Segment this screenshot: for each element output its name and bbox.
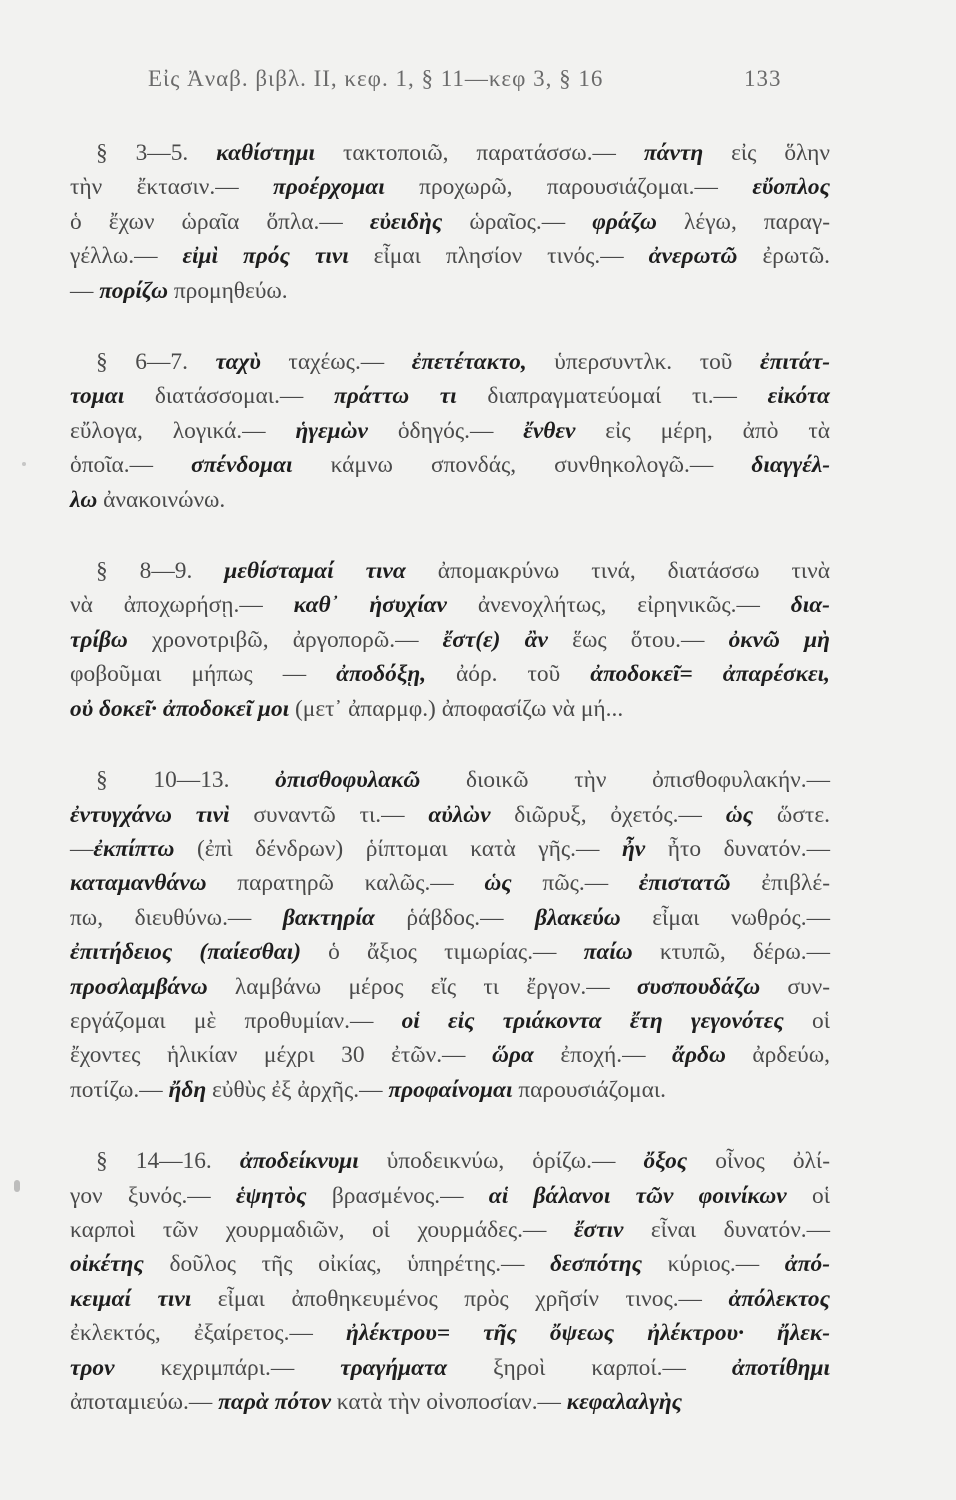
definition-text: ἐρωτῶ. — [737, 243, 830, 270]
definition-text: ἕως ὅτου.— — [547, 626, 729, 653]
lemma-term: λω — [70, 486, 98, 513]
lemma-term: παίω — [583, 939, 633, 966]
lemma-term: μεθίσταμαί τινα — [224, 558, 406, 585]
lemma-term: τρίβω — [70, 626, 128, 653]
lemma-term: ἐπιτάτ- — [759, 349, 830, 376]
definition-text: ἐποχή.— — [533, 1042, 673, 1069]
text-line — [70, 170, 830, 204]
definition-text: οἱ — [786, 1182, 830, 1209]
glossary-section — [70, 345, 830, 517]
definition-text: παρουσιάζομαι. — [512, 1076, 666, 1103]
running-head-title: Εἰς Ἀναβ. βιβλ. ΙΙ, κεφ. 1, § 11—κεφ 3, § 16 — [148, 66, 604, 91]
text-line — [70, 1385, 830, 1419]
text-line — [70, 1213, 830, 1247]
definition-text: καρποὶ τῶν χουρμαδιῶν, οἱ χουρμάδες.— — [70, 1216, 574, 1243]
text-line — [70, 554, 830, 588]
lemma-term: ἔνθεν — [523, 417, 576, 444]
lemma-term: προσλαμβάνω — [70, 973, 208, 1000]
lemma-term: ἑψητὸς — [236, 1182, 307, 1209]
text-line — [70, 657, 830, 691]
definition-text: ῥάβδος.— — [374, 904, 535, 931]
definition-text: — — [70, 277, 100, 304]
definition-text: πῶς.— — [511, 870, 639, 897]
lemma-term: σπένδομαι — [191, 452, 293, 479]
definition-text: — — [70, 835, 94, 862]
definition-text: κεχριμπάρι.— — [114, 1354, 341, 1381]
definition-text: § 8—9. — [96, 558, 225, 585]
lemma-term: ὡς — [725, 801, 754, 828]
lemma-term: καταμανθάνω — [70, 870, 207, 897]
definition-text: ὑποδεικνύω, ὁρίζω.— — [358, 1148, 644, 1175]
definition-text: εἰς ὅλην — [703, 140, 830, 166]
lemma-term: οἱ εἰς τριάκοντα ἔτη γεγονότες — [401, 1007, 784, 1034]
lemma-term: πάντη — [643, 140, 704, 166]
definition-text: γέλλω.— — [70, 243, 183, 270]
definition-text: πω, διευθύνω.— — [70, 904, 283, 931]
definition-text: τὴν ἔκτασιν.— — [70, 174, 273, 201]
text-line — [70, 832, 830, 866]
lemma-term: ἐντυγχάνω τινὶ — [70, 801, 230, 828]
text-line — [70, 1073, 830, 1107]
definition-text: ἀνακοινώνω. — [97, 486, 226, 513]
lemma-term: πράττω τι — [334, 383, 457, 410]
definition-text: § 14—16. — [96, 1148, 240, 1175]
glossary-body — [70, 136, 830, 1456]
lemma-term: παρὰ πότον — [218, 1389, 331, 1415]
lemma-term: ἀποτίθημι — [731, 1354, 830, 1381]
definition-text: προμηθεύω. — [168, 277, 288, 304]
lemma-term: ἄρδω — [672, 1042, 726, 1069]
definition-text: εἶμαι νωθρός.— — [620, 904, 830, 931]
definition-text: εἶναι δυνατόν.— — [623, 1216, 831, 1243]
definition-text: προχωρῶ, παρουσιάζομαι.— — [384, 174, 753, 201]
definition-text: (ἐπὶ δένδρων) ῥίπτομαι κατὰ γῆς.— — [174, 835, 622, 862]
lemma-term: φράζω — [592, 208, 657, 235]
definition-text: βρασμένος.— — [306, 1182, 489, 1209]
definition-text: χρονοτριβῶ, ἀργοπορῶ.— — [127, 626, 443, 653]
lemma-term: ταχὺ — [215, 349, 261, 376]
definition-text: οἶνος ὀλί- — [687, 1148, 830, 1175]
definition-text: φοβοῦμαι μήπως — — [70, 661, 337, 688]
lemma-term: εἰμὶ πρός τινι — [182, 243, 349, 270]
text-line — [70, 1004, 830, 1038]
definition-text: παρατηρῶ καλῶς.— — [206, 870, 485, 897]
definition-text: συναντῶ τι.— — [229, 801, 429, 828]
definition-text: λαμβάνω μέρος εἴς τι ἔργον.— — [207, 973, 637, 1000]
lemma-term: βακτηρία — [282, 904, 375, 931]
lemma-term: τομαι — [70, 383, 125, 410]
text-line — [70, 414, 830, 448]
text-line — [70, 901, 830, 935]
definition-text: εἰς μέρη, ἀπὸ τὰ — [575, 417, 830, 444]
lemma-term: ἀνερωτῶ — [648, 243, 738, 270]
scan-speck — [22, 462, 26, 466]
lemma-term: αὐλὼν — [428, 801, 491, 828]
lemma-term: ἔστ(ε) ἂν — [442, 626, 548, 653]
lemma-term: ἀπόλεκτος — [728, 1285, 830, 1312]
lemma-term: εὐειδὴς — [369, 208, 443, 235]
lemma-term: ὀπισθοφυλακῶ — [275, 767, 421, 794]
definition-text: ἔχοντες ἡλικίαν μέχρι 30 ἐτῶν.— — [70, 1042, 492, 1069]
definition-text: ταχέως.— — [260, 349, 412, 376]
lemma-term: ἐκπίπτω — [93, 835, 175, 862]
lemma-term: εἰκότα — [767, 383, 830, 410]
lemma-term: οὐ δοκεῖ· ἀποδοκεῖ μοι — [70, 695, 290, 722]
definition-text: ὑπερσυντλκ. τοῦ — [526, 349, 760, 376]
glossary-section — [70, 554, 830, 726]
text-line — [70, 345, 830, 379]
text-line — [70, 970, 830, 1004]
text-line — [70, 1282, 830, 1316]
lemma-term: ἡγεμὼν — [295, 417, 368, 444]
definition-text: κύριος.— — [642, 1251, 785, 1278]
definition-text: κατὰ τὴν οἰνοποσίαν.— — [330, 1389, 567, 1415]
definition-text: ἀποταμιεύω.— — [70, 1389, 219, 1415]
text-line — [70, 866, 830, 900]
lemma-term: ἐπιτήδειος (παίεσθαι) — [70, 939, 301, 966]
text-line — [70, 935, 830, 969]
definition-text: ὁδηγός.— — [367, 417, 524, 444]
lemma-term: τρον — [70, 1354, 115, 1381]
definition-text: εἶμαι πλησίον τινός.— — [348, 243, 649, 270]
definition-text: ἀνενοχλήτως, εἰρηνικῶς.— — [446, 592, 791, 619]
definition-text: ξηροὶ καρποί.— — [447, 1354, 732, 1381]
definition-text: ὁ ἔχων ὡραῖα ὅπλα.— — [70, 208, 370, 235]
text-line — [70, 448, 830, 482]
lemma-term: ὡς — [484, 870, 512, 897]
definition-text: γον ξυνός.— — [70, 1182, 237, 1209]
definition-text: διαπραγματεύομαί τι.— — [456, 383, 768, 410]
lemma-term: οἰκέτης — [70, 1251, 144, 1278]
definition-text: συν- — [760, 973, 830, 1000]
text-line — [70, 763, 830, 797]
definition-text: § 3—5. — [96, 140, 217, 166]
definition-text: § 10—13. — [96, 767, 276, 794]
lemma-term: καθίστημι — [216, 140, 316, 166]
lemma-term: ἀποδείκνυμι — [239, 1148, 359, 1175]
lemma-term: ἀπό- — [784, 1251, 830, 1278]
glossary-section — [70, 136, 830, 308]
lemma-term: πορίζω — [99, 277, 168, 304]
definition-text: οἱ — [783, 1007, 830, 1034]
lemma-term: καθ᾿ ἡσυχίαν — [293, 592, 447, 619]
definition-text: λέγω, παραγ- — [656, 208, 830, 235]
definition-text: ἐκλεκτός, ἐξαίρετος.— — [70, 1320, 346, 1347]
lemma-term: ὄξος — [643, 1148, 688, 1175]
definition-text: ὁ ἄξιος τιμωρίας.— — [301, 939, 584, 966]
definition-text: ποτίζω.— — [70, 1076, 169, 1103]
definition-text: τακτοποιῶ, παρατάσσω.— — [315, 140, 644, 166]
definition-text: ἐπιβλέ- — [730, 870, 830, 897]
text-line — [70, 274, 830, 308]
lemma-term: προέρχομαι — [273, 174, 385, 201]
definition-text: εὔλογα, λογικά.— — [70, 417, 296, 444]
lemma-term: ἠλέκτρου= τῆς ὄψεως ἠλέκτρου· ἤλεκ- — [345, 1320, 831, 1347]
text-line — [70, 1351, 830, 1385]
page-number: 133 — [744, 66, 782, 91]
lemma-term: προφαίνομαι — [388, 1076, 513, 1103]
definition-text: ὥστε. — [753, 801, 830, 828]
definition-text: ἀπομακρύνω τινά, διατάσσω τινὰ — [405, 558, 830, 585]
text-line — [70, 1038, 830, 1072]
definition-text: κάμνω σπονδάς, συνθηκολογῶ.— — [292, 452, 752, 479]
definition-text: δοῦλος τῆς οἰκίας, ὑπηρέτης.— — [143, 1251, 551, 1278]
definition-text: εὐθὺς ἐξ ἀρχῆς.— — [206, 1076, 389, 1103]
definition-text: ἀρδεύω, — [725, 1042, 830, 1069]
lemma-term: ἀποδοκεῖ= ἀπαρέσκει, — [590, 661, 830, 688]
text-line — [70, 1144, 830, 1178]
glossary-section — [70, 763, 830, 1107]
definition-text: ἀόρ. τοῦ — [426, 661, 591, 688]
lemma-term: ὥρα — [491, 1042, 534, 1069]
text-line — [70, 379, 830, 413]
definition-text: εἶμαι ἀποθηκευμένος πρὸς χρῆσίν τινος.— — [191, 1285, 729, 1312]
lemma-term: ὀκνῶ μὴ — [728, 626, 830, 653]
lemma-term: αἱ βάλανοι τῶν φοινίκων — [488, 1182, 787, 1209]
definition-text: ἦτο δυνατόν.— — [645, 835, 830, 862]
text-line — [70, 1179, 830, 1213]
definition-text: ὡραῖος.— — [442, 208, 593, 235]
definition-text: διατάσσομαι.— — [124, 383, 334, 410]
lemma-term: τραγήματα — [340, 1354, 448, 1381]
lemma-term: ἦν — [621, 835, 646, 862]
text-line — [70, 692, 830, 726]
definition-text: (μετ᾿ ἀπαρμφ.) ἀποφασίζω νὰ μή... — [289, 695, 624, 722]
lemma-term: βλακεύω — [535, 904, 621, 931]
lemma-term: διαγγέλ- — [751, 452, 830, 479]
text-line — [70, 798, 830, 832]
definition-text: νὰ ἀποχωρήσῃ.— — [70, 592, 294, 619]
text-line — [70, 1247, 830, 1281]
lemma-term: δια- — [790, 592, 830, 619]
lemma-term: δεσπότης — [550, 1251, 643, 1278]
definition-text: διῶρυξ, ὀχετός.— — [490, 801, 726, 828]
text-line — [70, 623, 830, 657]
glossary-section — [70, 1144, 830, 1419]
definition-text: § 6—7. — [96, 349, 216, 376]
text-line — [70, 239, 830, 273]
definition-text: κτυπῶ, δέρω.— — [632, 939, 830, 966]
scan-speck — [14, 1180, 20, 1192]
lemma-term: συσπουδάζω — [636, 973, 761, 1000]
definition-text: εργάζομαι μὲ προθυμίαν.— — [70, 1007, 402, 1034]
lemma-term: ἤδη — [168, 1076, 207, 1103]
text-line — [70, 483, 830, 517]
lemma-term: ἐπιστατῶ — [638, 870, 731, 897]
lemma-term: κεφαλαλγὴς — [566, 1389, 683, 1415]
lemma-term: ἔστιν — [573, 1216, 624, 1243]
text-line — [70, 1316, 830, 1350]
text-line — [70, 136, 830, 170]
lemma-term: εὔοπλος — [752, 174, 830, 201]
lemma-term: ἐπετέτακτο, — [411, 349, 527, 376]
lemma-term: κειμαί τινι — [70, 1285, 192, 1312]
lemma-term: ἀποδόξῃ, — [336, 661, 427, 688]
text-line — [70, 588, 830, 622]
text-line — [70, 205, 830, 239]
definition-text: ὁποῖα.— — [70, 452, 192, 479]
definition-text: διοικῶ τὴν ὀπισθοφυλακήν.— — [420, 767, 830, 794]
